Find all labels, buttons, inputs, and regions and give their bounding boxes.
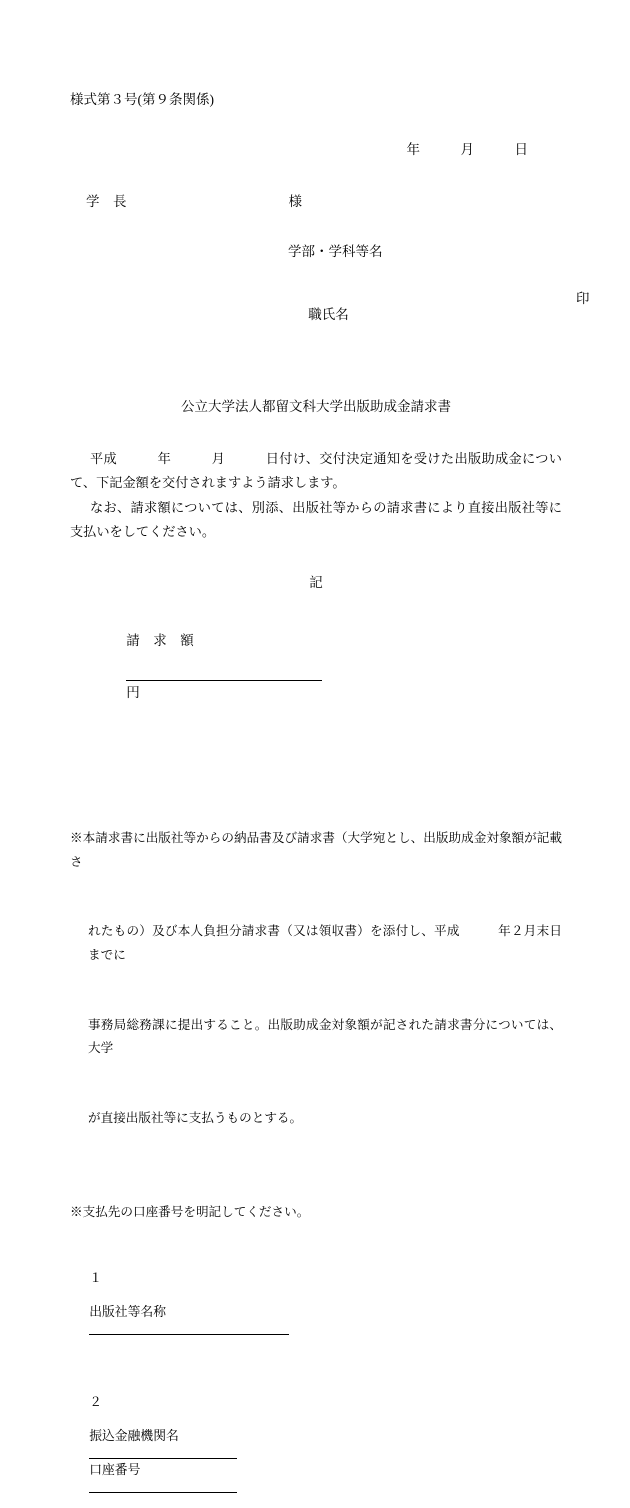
paragraph-2: なお、請求額については、別添、出版社等からの請求書により直接出版社等に支払いをしてください。: [70, 499, 562, 540]
note-1-line-3: 事務局総務課に提出すること。出版助成金対象額が記された請求書分については、大学: [88, 1017, 562, 1055]
field-1-label: 出版社等名称: [89, 1305, 166, 1320]
notes-section: [70, 781, 562, 1224]
note-1-line-4: が直接出版社等に支払うものとする。: [88, 1110, 303, 1125]
seal-mark: 印: [576, 291, 590, 306]
field-row-publisher: [70, 1252, 562, 1350]
amount-label: 請 求 額: [126, 632, 194, 648]
field-1-number: １: [89, 1271, 102, 1286]
ki-marker: 記: [309, 574, 323, 590]
form-number: 様式第３号(第９条関係): [70, 92, 214, 107]
amount-unit: 円: [126, 684, 140, 700]
amount-row: [106, 613, 562, 717]
document-body: [70, 88, 590, 1508]
addressee-line: 学 長 様: [86, 194, 302, 209]
field-2-label: 振込金融機関名: [89, 1429, 179, 1444]
field-2-number: ２: [89, 1395, 102, 1410]
date-line: 年 月 日: [406, 142, 528, 157]
paragraph-1: 平成 年 月 日付け、交付決定通知を受けた出版助成金について、下記金額を交付されますよう請求します。: [70, 451, 562, 491]
field-row-bank: [70, 1376, 562, 1508]
account-number-input[interactable]: [89, 1478, 237, 1493]
department-label: 学部・学科等名: [288, 244, 383, 259]
bank-name-input[interactable]: [89, 1444, 237, 1459]
field-2-label-2: 口座番号: [89, 1463, 141, 1478]
name-label: 職氏名: [308, 307, 349, 322]
note-1-line-2: れたもの）及び本人負担分請求書（又は領収書）を添付し、平成 年２月末日までに: [88, 924, 562, 962]
page-title: 公立大学法人都留文科大学出版助成金請求書: [181, 399, 451, 414]
note-1: [70, 781, 562, 1177]
name-row: [288, 287, 590, 355]
publisher-name-input[interactable]: [89, 1320, 289, 1335]
note-1-line-1: ※本請求書に出版社等からの納品書及び請求書（大学宛とし、出版助成金対象額が記載さ: [70, 831, 562, 869]
note-2: ※支払先の口座番号を明記してください。: [70, 1204, 310, 1219]
amount-input[interactable]: [126, 666, 322, 681]
